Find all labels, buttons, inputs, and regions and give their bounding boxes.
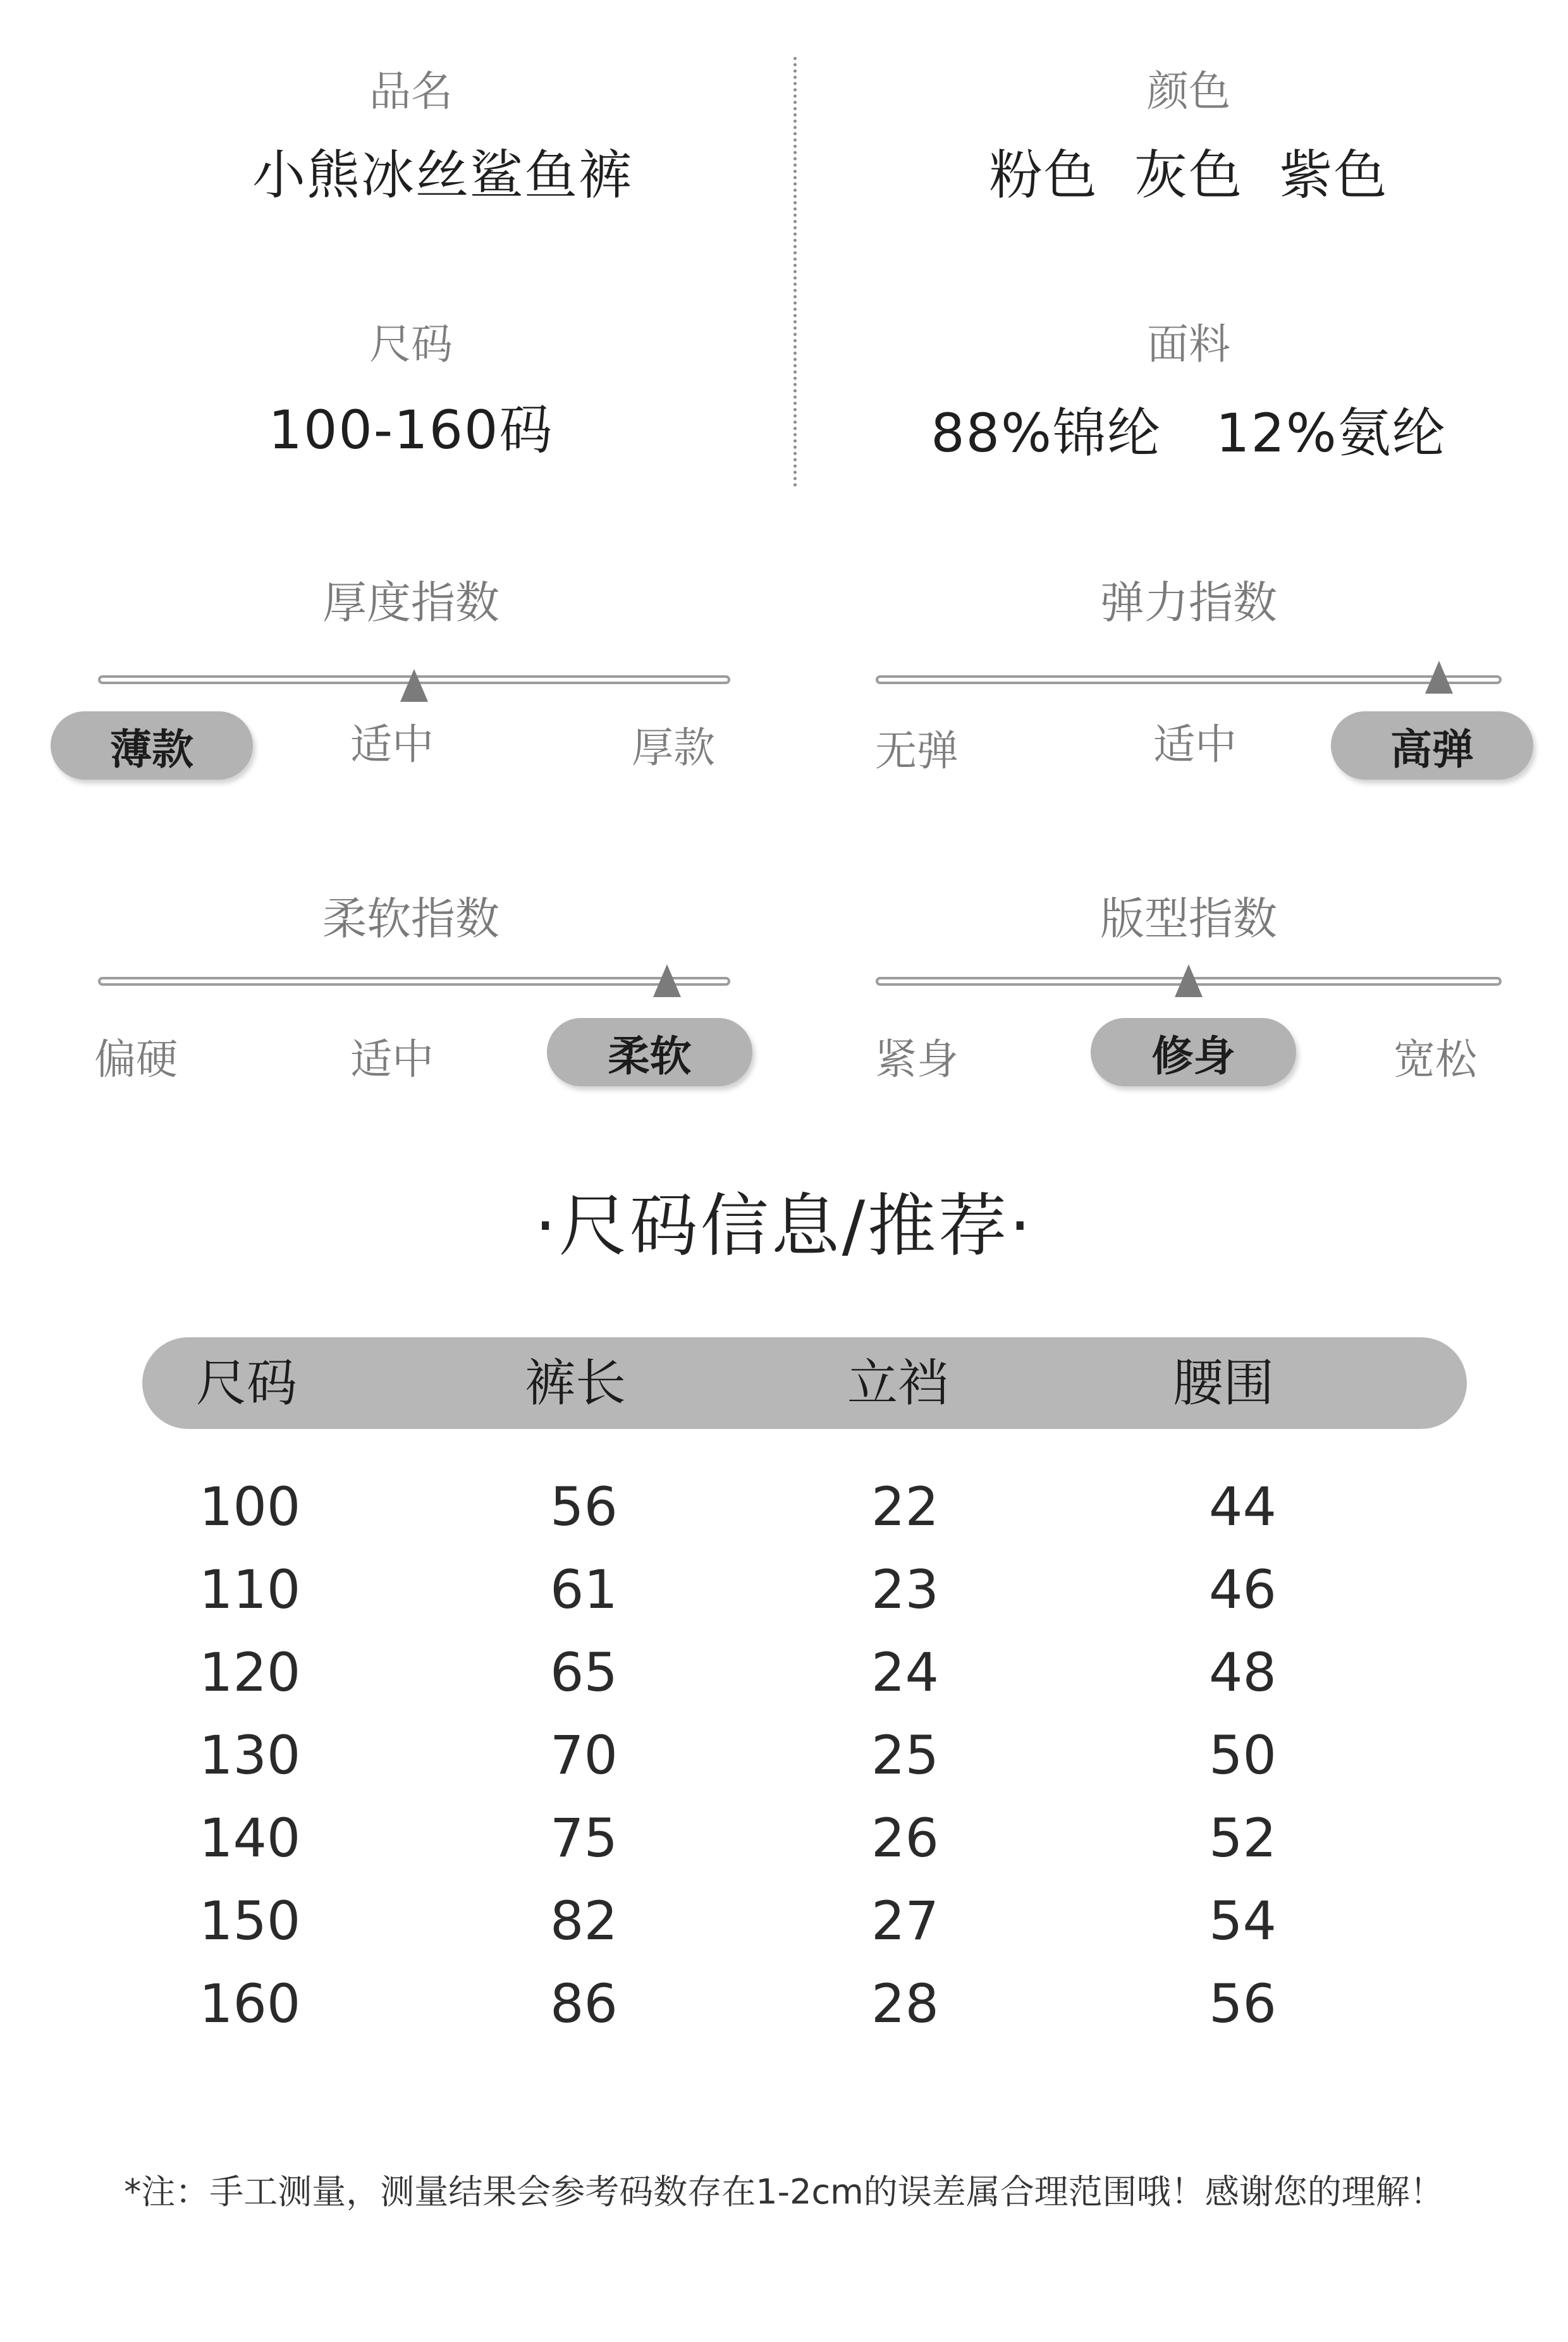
table-cell: 140 <box>199 1807 301 1869</box>
index-track <box>98 977 730 986</box>
table-cell: 44 <box>1209 1476 1277 1538</box>
table-cell: 22 <box>871 1476 939 1538</box>
table-cell: 160 <box>199 1973 301 2035</box>
option-pill-selected: 薄款 <box>51 711 253 780</box>
table-cell: 120 <box>199 1641 301 1703</box>
product-fabric-label: 面料 <box>1147 320 1230 369</box>
index-option: 厚款 <box>632 723 715 772</box>
option-pill-selected: 修身 <box>1091 1018 1296 1086</box>
product-color-label: 颜色 <box>1147 67 1230 116</box>
product-color-value: 粉色 灰色 紫色 <box>989 144 1388 206</box>
table-cell: 82 <box>550 1890 618 1952</box>
index-track <box>876 675 1502 684</box>
table-cell: 48 <box>1209 1641 1277 1703</box>
table-cell: 75 <box>550 1807 618 1869</box>
table-cell: 54 <box>1209 1890 1277 1952</box>
index-title: 柔软指数 <box>322 893 499 945</box>
table-cell: 46 <box>1209 1559 1277 1621</box>
index-option: 适中 <box>1153 720 1237 769</box>
table-row <box>0 1963 1568 2045</box>
table-cell: 24 <box>871 1641 939 1703</box>
index-title: 厚度指数 <box>322 577 499 628</box>
table-cell: 70 <box>550 1724 618 1786</box>
measurement-note: *注：手工测量，测量结果会参考码数存在1-2cm的误差属合理范围哦！感谢您的理解！ <box>124 2172 1444 2212</box>
table-cell: 86 <box>550 1973 618 2035</box>
table-cell: 26 <box>871 1807 939 1869</box>
size-table-header <box>142 1337 1467 1429</box>
table-cell: 23 <box>871 1559 939 1621</box>
index-marker <box>653 964 681 997</box>
product-size-value: 100-160码 <box>268 399 554 461</box>
table-cell: 56 <box>1209 1973 1277 2035</box>
index-title: 弹力指数 <box>1100 577 1277 628</box>
product-name-value: 小熊冰丝鲨鱼裤 <box>252 144 633 206</box>
table-cell: 52 <box>1209 1807 1277 1869</box>
header-size: 尺码 <box>196 1354 297 1413</box>
header-rise: 立裆 <box>847 1354 948 1413</box>
index-option: 无弹 <box>875 727 959 775</box>
table-cell: 27 <box>871 1890 939 1952</box>
table-cell: 56 <box>550 1476 618 1538</box>
table-row <box>0 1880 1568 1963</box>
index-marker <box>1175 964 1203 997</box>
table-row <box>0 1714 1568 1797</box>
option-pill-selected: 柔软 <box>547 1018 752 1086</box>
product-fabric-value: 88%锦纶 12%氨纶 <box>931 402 1447 464</box>
table-row <box>0 1466 1568 1548</box>
index-marker <box>1425 661 1453 694</box>
index-option: 适中 <box>350 720 434 769</box>
index-title: 版型指数 <box>1100 893 1277 945</box>
table-cell: 50 <box>1209 1724 1277 1786</box>
vertical-dotted-divider <box>793 57 797 487</box>
table-cell: 65 <box>550 1641 618 1703</box>
table-cell: 100 <box>199 1476 301 1538</box>
table-cell: 28 <box>871 1973 939 2035</box>
table-cell: 25 <box>871 1724 939 1786</box>
header-waist: 腰围 <box>1173 1354 1274 1413</box>
section-title: ·尺码信息/推荐· <box>534 1187 1034 1266</box>
table-row <box>0 1797 1568 1880</box>
table-cell: 61 <box>550 1559 618 1621</box>
product-size-label: 尺码 <box>369 320 453 369</box>
index-option: 偏硬 <box>94 1035 178 1084</box>
index-option: 宽松 <box>1393 1035 1477 1084</box>
option-pill-selected: 高弹 <box>1331 711 1533 780</box>
table-cell: 110 <box>199 1559 301 1621</box>
table-cell: 150 <box>199 1890 301 1952</box>
index-option: 紧身 <box>875 1035 959 1084</box>
index-option: 适中 <box>350 1035 434 1084</box>
table-row <box>0 1631 1568 1714</box>
product-name-label: 品名 <box>369 67 453 116</box>
index-marker <box>400 669 428 702</box>
table-row <box>0 1548 1568 1631</box>
header-length: 裤长 <box>525 1354 626 1413</box>
table-cell: 130 <box>199 1724 301 1786</box>
